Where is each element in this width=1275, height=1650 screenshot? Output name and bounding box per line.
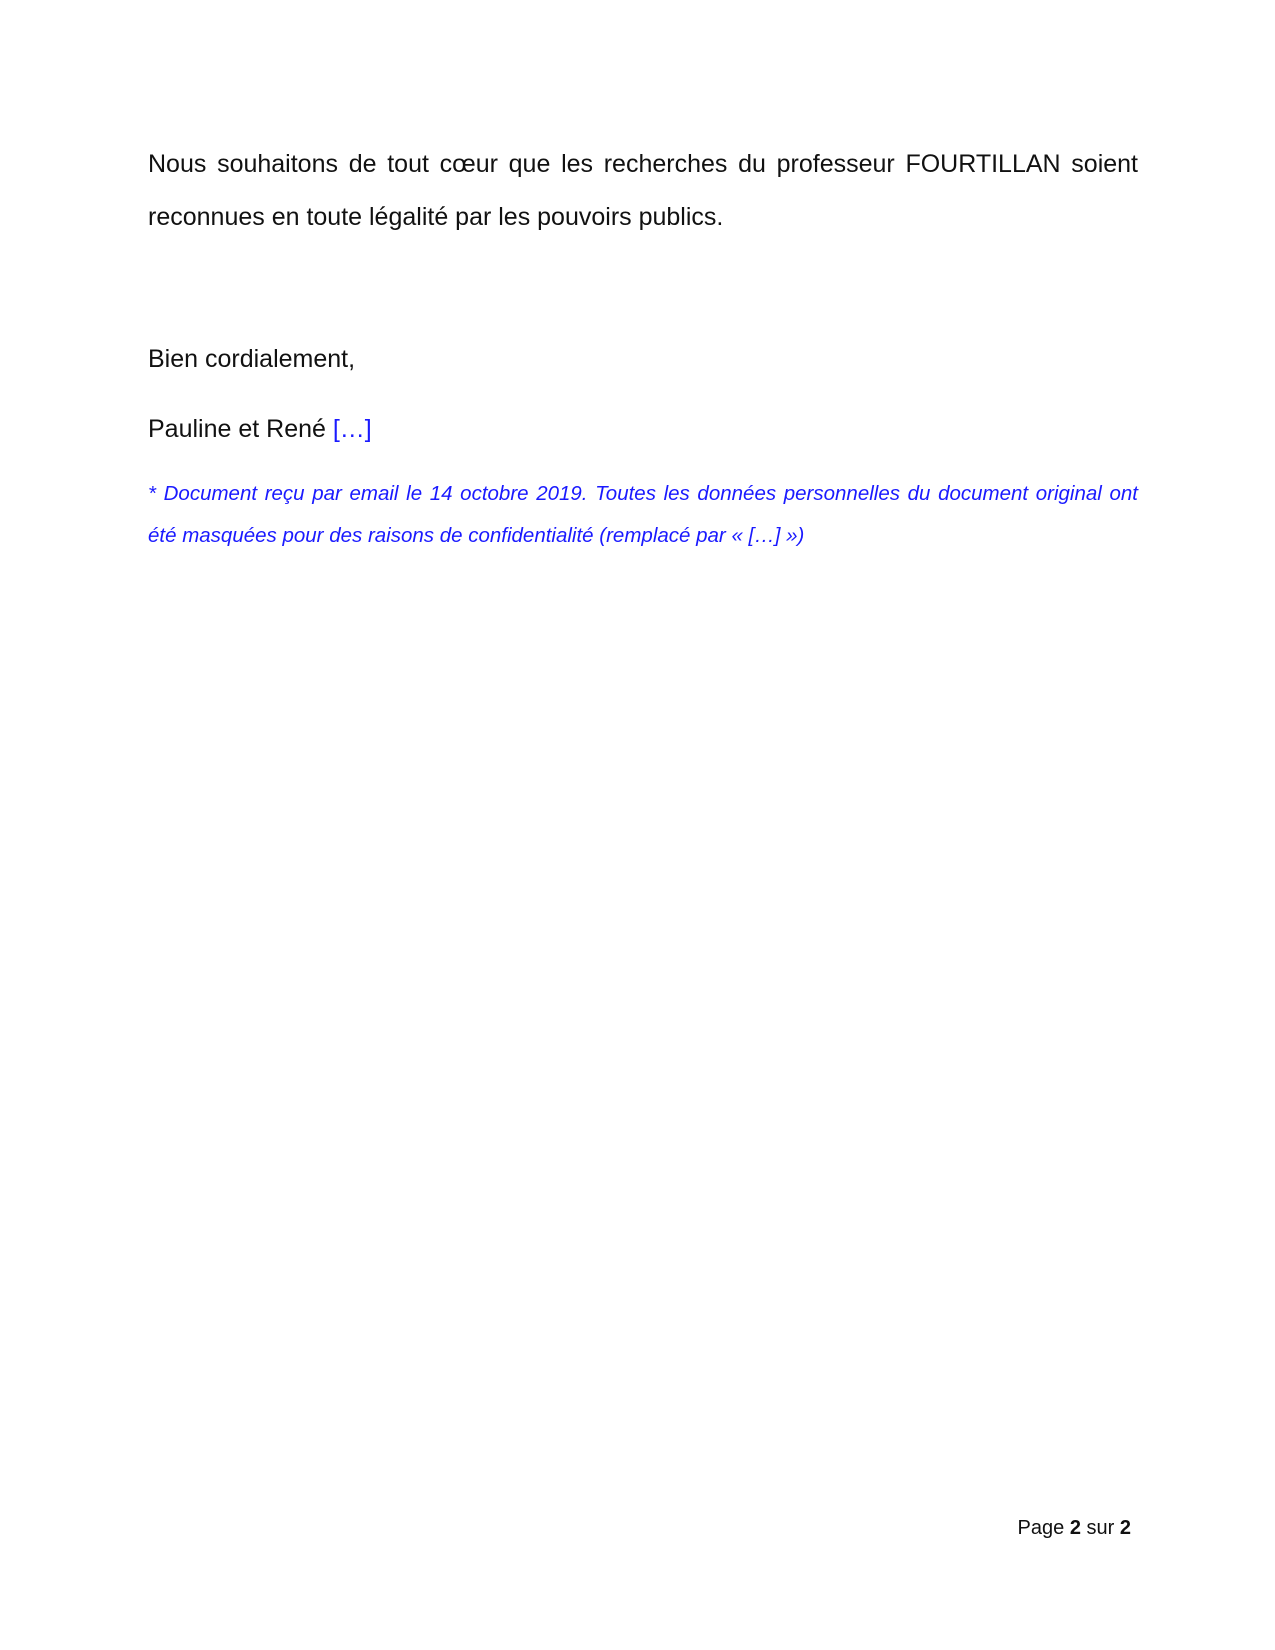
redaction-marker: […] bbox=[332, 415, 372, 443]
page-label: Page bbox=[1017, 1517, 1065, 1539]
closing-line: Bien cordialement, bbox=[148, 345, 356, 373]
confidentiality-note: * Document reçu par email le 14 octobre 2019. Toutes les données personnelles du document original ont été masquées pour des raisons de confidentialité (remplacé par « […] ») bbox=[148, 482, 1138, 547]
current-page-number: 2 bbox=[1069, 1517, 1081, 1539]
body-paragraph: Nous souhaitons de tout cœur que les recherches du professeur FOURTILLAN soient reconnues en toute légalité par les pouvoirs publics. bbox=[148, 150, 1138, 231]
page-footer bbox=[1018, 1514, 1131, 1542]
signature-name: Pauline et René bbox=[148, 415, 326, 443]
page-separator: sur bbox=[1086, 1517, 1115, 1539]
signature-line bbox=[148, 403, 1138, 456]
total-pages-number: 2 bbox=[1119, 1517, 1131, 1539]
